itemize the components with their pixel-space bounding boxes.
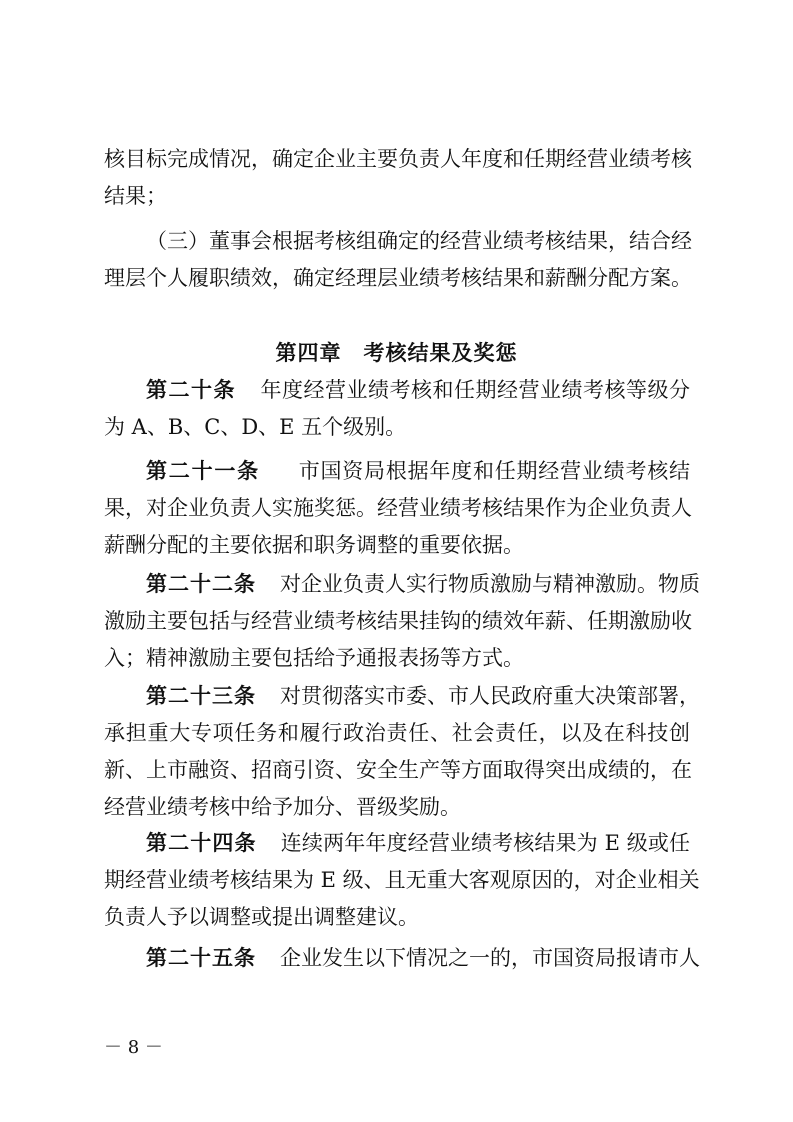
- paragraph-line: 核目标完成情况，确定企业主要负责人年度和任期经营业绩考核: [104, 147, 692, 171]
- article-label: 第二十二条: [146, 572, 256, 596]
- article-23: [146, 678, 700, 715]
- article-line: 入；精神激励主要包括给予通报表扬等方式。: [104, 646, 524, 670]
- article-line: 为 A、B、C、D、E 五个级别。: [104, 415, 407, 439]
- article-24: [146, 825, 690, 862]
- article-22: [146, 566, 700, 603]
- article-line: 经营业绩考核中给予加分、晋级奖励。: [104, 795, 461, 819]
- article-text: 市国资局根据年度和任期经营业绩考核结: [297, 459, 691, 483]
- chapter-number: 第四章: [275, 341, 342, 365]
- article-line: 承担重大专项任务和履行政治责任、社会责任，以及在科技创: [104, 721, 690, 745]
- article-text: 对企业负责人实行物质激励与精神激励。物质: [280, 572, 700, 596]
- article-line: 新、上市融资、招商引资、安全生产等方面取得突出成绩的，在: [104, 758, 692, 782]
- article-line: 负责人予以调整或提出调整建议。: [104, 905, 419, 929]
- article-label: 第二十条: [146, 378, 236, 402]
- article-label: 第二十三条: [146, 684, 256, 708]
- article-label: 第二十五条: [146, 946, 256, 970]
- article-label: 第二十一条: [146, 459, 260, 483]
- article-text: 连续两年年度经营业绩考核结果为 E 级或任: [280, 831, 691, 855]
- article-line: 果，对企业负责人实施奖惩。经营业绩考核结果作为企业负责人: [104, 496, 692, 520]
- article-line: 期经营业绩考核结果为 E 级、且无重大客观原因的，对企业相关: [104, 868, 700, 892]
- chapter-title: 考核结果及奖惩: [363, 341, 518, 365]
- article-line: 激励主要包括与经营业绩考核结果挂钩的绩效年薪、任期激励收: [104, 609, 692, 633]
- article-20: [146, 372, 690, 409]
- paragraph-line: （三）董事会根据考核组确定的经营业绩考核结果，结合经: [146, 229, 692, 253]
- article-text: 对贯彻落实市委、市人民政府重大决策部署，: [280, 684, 700, 708]
- paragraph-line: 理层个人履职绩效，确定经理层业绩考核结果和薪酬分配方案。: [104, 266, 692, 290]
- article-25: [146, 940, 700, 977]
- article-21: [146, 453, 690, 490]
- article-label: 第二十四条: [146, 831, 257, 855]
- article-line: 薪酬分配的主要依据和职务调整的重要依据。: [104, 533, 524, 557]
- article-text: 年度经营业绩考核和任期经营业绩考核等级分: [260, 378, 690, 402]
- paragraph-line: 结果；: [104, 184, 167, 208]
- chapter-heading: [0, 335, 793, 372]
- article-text: 企业发生以下情况之一的，市国资局报请市人: [280, 946, 700, 970]
- page-number: － 8 －: [104, 1037, 163, 1058]
